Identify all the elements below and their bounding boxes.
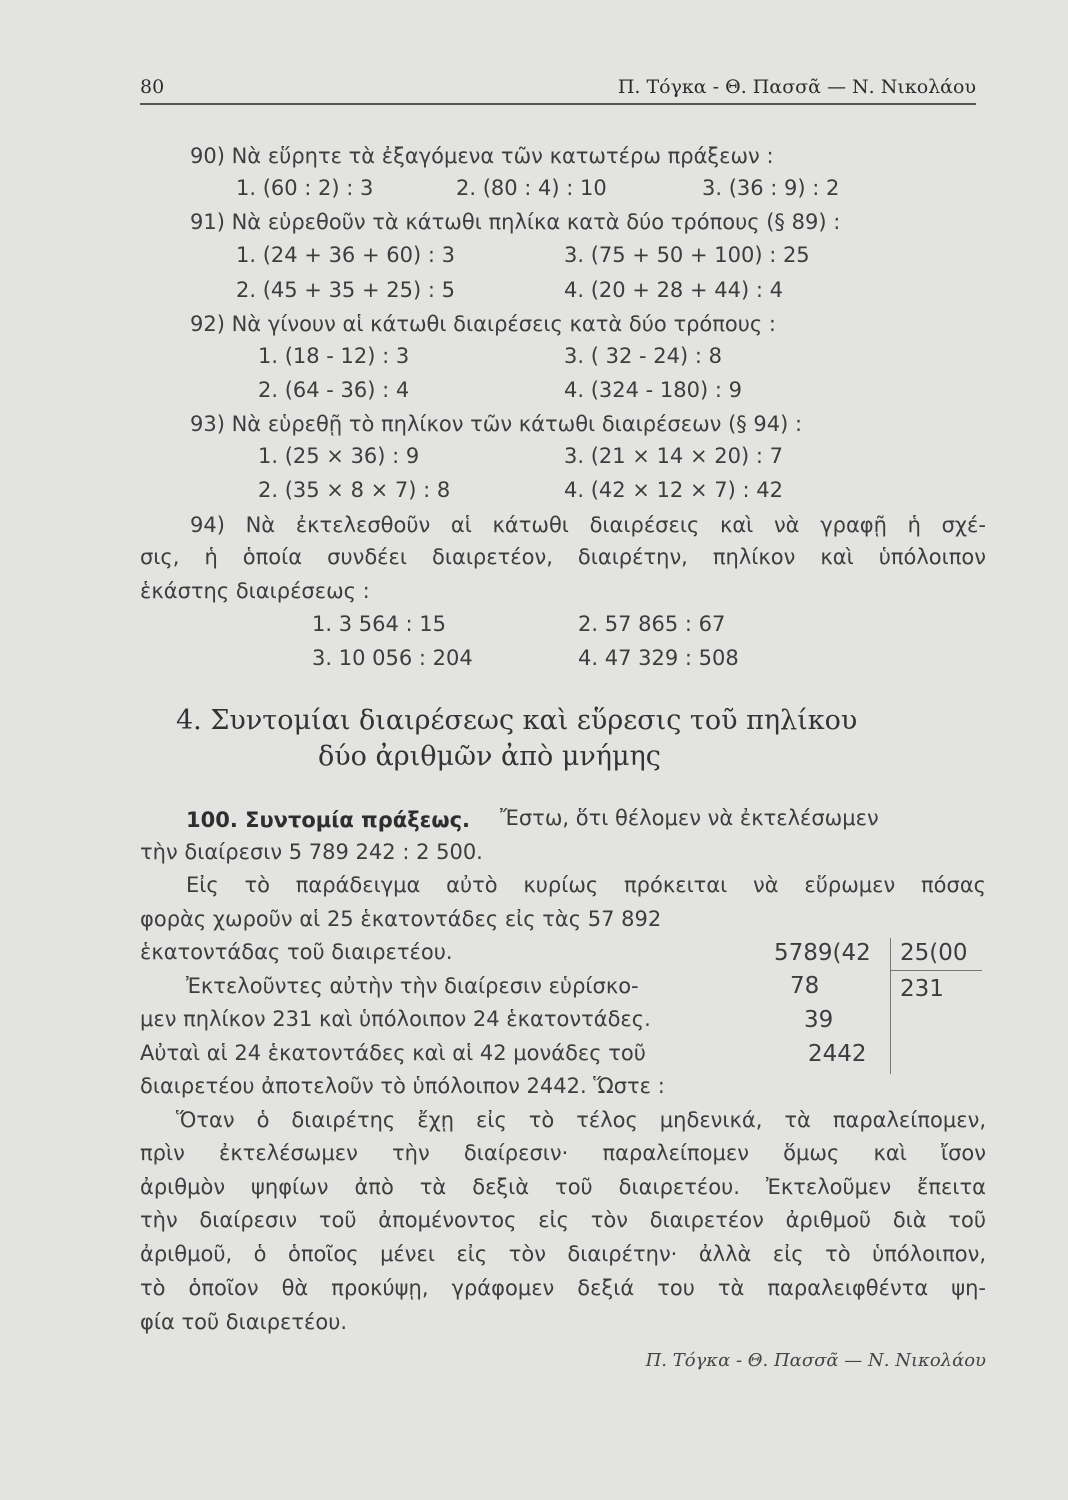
exercise-91-item-4: 4. (20 + 28 + 44) : 4: [564, 278, 783, 302]
exercise-90-title: 90) Νὰ εὕρητε τὰ ἐξαγόμενα τῶν κατωτέρω πράξεων :: [190, 144, 774, 168]
paragraph-100-heading: 100. Συντομία πράξεως.: [186, 808, 471, 832]
exercise-90-item-3: 3. (36 : 9) : 2: [702, 176, 840, 200]
exercise-94-item-3: 3. 10 056 : 204: [312, 646, 473, 670]
paragraph-100-line: διαιρετέου ἀποτελοῦν τὸ ὑπόλοιπον 2442. Ὥστε :: [140, 1074, 665, 1098]
exercise-93-item-3: 3. (21 × 14 × 20) : 7: [564, 444, 783, 468]
rule-line: ἀριθμὸν ψηφίων ἀπὸ τὰ δεξιὰ τοῦ διαιρετέου. Ἐκτελοῦμεν ἔπειτα: [140, 1175, 986, 1199]
section-heading-line-2: δύο ἀριθμῶν ἀπὸ μνήμης: [318, 741, 661, 772]
exercise-91-item-2: 2. (45 + 35 + 25) : 5: [236, 278, 455, 302]
division-divisor: 25(00: [900, 940, 968, 966]
division-vertical-line: [890, 938, 891, 1074]
paragraph-100-line: τὴν διαίρεσιν 5 789 242 : 2 500.: [140, 840, 483, 864]
paragraph-100-line: μεν πηλίκον 231 καὶ ὑπόλοιπον 24 ἑκατοντάδες.: [140, 1007, 651, 1031]
division-quotient: 231: [900, 976, 944, 1002]
paragraph-100-first-line: Ἔστω, ὅτι θέλομεν νὰ ἐκτελέσωμεν: [500, 806, 879, 830]
exercise-91-item-1: 1. (24 + 36 + 60) : 3: [236, 243, 455, 267]
running-header-authors: Π. Τόγκα - Θ. Πασσᾶ — Ν. Νικολάου: [617, 76, 976, 98]
rule-line: Ὅταν ὁ διαιρέτης ἔχῃ εἰς τὸ τέλος μηδενικά, τὰ παραλείπομεν,: [176, 1108, 986, 1132]
exercise-90-item-1: 1. (60 : 2) : 3: [236, 176, 374, 200]
exercise-94-line-3: ἑκάστης διαιρέσεως :: [140, 579, 370, 603]
paragraph-100-line: Αὐταὶ αἱ 24 ἑκατοντάδες καὶ αἱ 42 μονάδες τοῦ: [140, 1041, 646, 1065]
exercise-92-item-4: 4. (324 - 180) : 9: [564, 378, 742, 402]
rule-line: ἀριθμοῦ, ὁ ὁποῖος μένει εἰς τὸν διαιρέτην· ἀλλὰ εἰς τὸ ὑπόλοιπον,: [140, 1242, 986, 1266]
paragraph-100-line: φορὰς χωροῦν αἱ 25 ἑκατοντάδες εἰς τὰς 57 892: [140, 907, 662, 931]
exercise-93-item-4: 4. (42 × 12 × 7) : 42: [564, 478, 783, 502]
division-step: 78: [790, 973, 820, 999]
exercise-94-line-1: 94) Νὰ ἐκτελεσθοῦν αἱ κάτωθι διαιρέσεις καὶ νὰ γραφῇ ἡ σχέ-: [190, 513, 986, 537]
exercise-94-item-4: 4. 47 329 : 508: [578, 646, 739, 670]
rule-line: τὴν διαίρεσιν τοῦ ἀπομένοντος εἰς τὸν διαιρετέον ἀριθμοῦ διὰ τοῦ: [140, 1208, 986, 1232]
rule-line: τὸ ὁποῖον θὰ προκύψῃ, γράφομεν δεξιά του τὰ παραλειφθέντα ψη-: [140, 1276, 986, 1300]
division-dividend: 5789(42: [774, 940, 871, 966]
division-horizontal-line: [890, 970, 982, 971]
page-number: 80: [140, 76, 165, 98]
exercise-93-item-1: 1. (25 × 36) : 9: [258, 444, 420, 468]
header-rule: [140, 103, 976, 105]
division-step: 39: [804, 1007, 834, 1033]
rule-line: φία τοῦ διαιρετέου.: [140, 1310, 348, 1334]
exercise-92-item-3: 3. ( 32 - 24) : 8: [564, 344, 722, 368]
exercise-90-item-2: 2. (80 : 4) : 10: [456, 176, 607, 200]
exercise-94-line-2: σις, ἡ ὁποία συνδέει διαιρετέον, διαιρέτην, πηλίκον καὶ ὑπόλοιπον: [140, 545, 986, 569]
paragraph-100-line: ἑκατοντάδας τοῦ διαιρετέου.: [140, 940, 453, 964]
paragraph-100-line: Ἐκτελοῦντες αὐτὴν τὴν διαίρεσιν εὑρίσκο-: [186, 974, 639, 998]
rule-line: πρὶν ἐκτελέσωμεν τὴν διαίρεσιν· παραλείπομεν ὅμως καὶ ἴσον: [140, 1141, 986, 1165]
exercise-92-item-1: 1. (18 - 12) : 3: [258, 344, 410, 368]
exercise-94-item-2: 2. 57 865 : 67: [578, 612, 726, 636]
exercise-93-item-2: 2. (35 × 8 × 7) : 8: [258, 478, 451, 502]
footer-authors: Π. Τόγκα - Θ. Πασσᾶ — Ν. Νικολάου: [645, 1350, 986, 1371]
exercise-91-title: 91) Νὰ εὑρεθοῦν τὰ κάτωθι πηλίκα κατὰ δύο τρόπους (§ 89) :: [190, 210, 841, 234]
exercise-92-title: 92) Νὰ γίνουν αἱ κάτωθι διαιρέσεις κατὰ δύο τρόπους :: [190, 312, 776, 336]
exercise-91-item-3: 3. (75 + 50 + 100) : 25: [564, 243, 810, 267]
exercise-93-title: 93) Νὰ εὑρεθῇ τὸ πηλίκον τῶν κάτωθι διαιρέσεων (§ 94) :: [190, 412, 803, 436]
section-heading-line-1: 4. Συντομίαι διαιρέσεως καὶ εὕρεσις τοῦ πηλίκου: [176, 705, 858, 736]
paragraph-100-line: Εἰς τὸ παράδειγμα αὐτὸ κυρίως πρόκειται νὰ εὕρωμεν πόσας: [186, 873, 986, 897]
exercise-94-item-1: 1. 3 564 : 15: [312, 612, 446, 636]
division-step: 2442: [808, 1041, 867, 1067]
exercise-92-item-2: 2. (64 - 36) : 4: [258, 378, 410, 402]
